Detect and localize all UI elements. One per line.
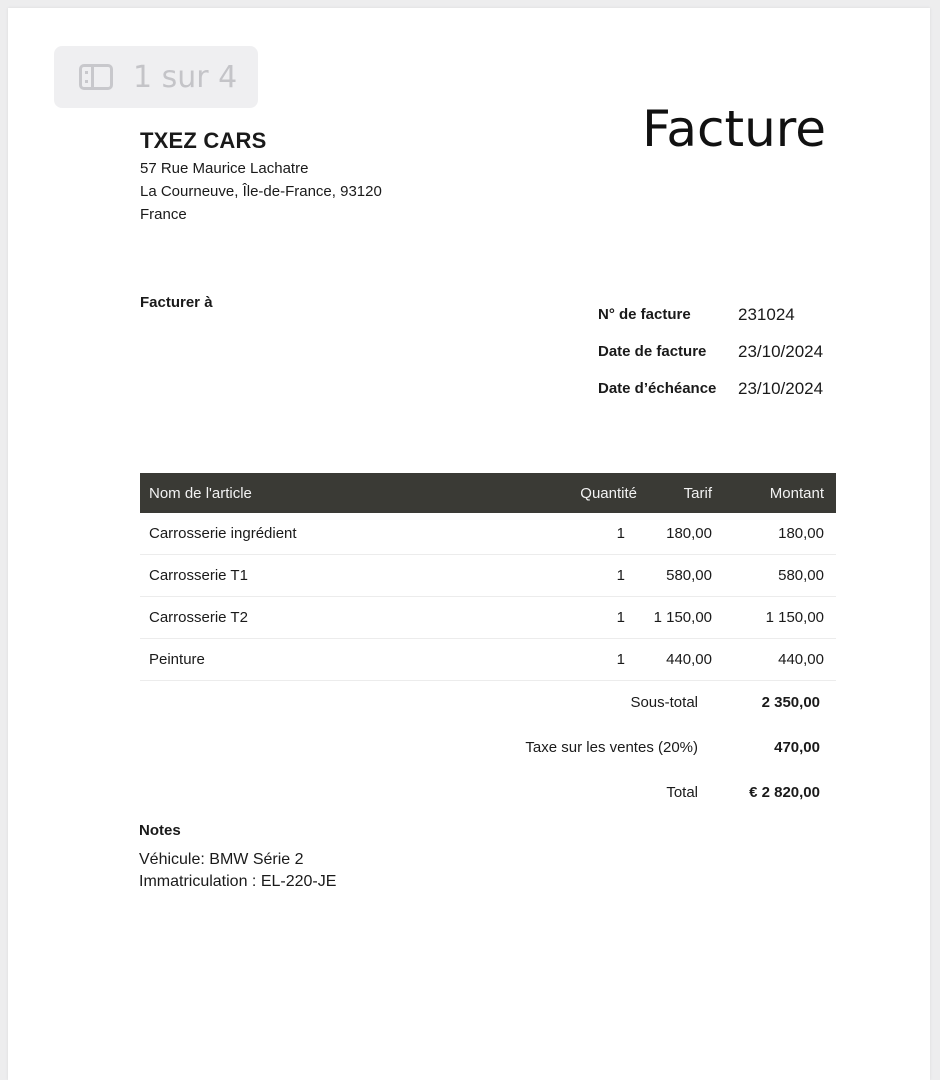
items-table bbox=[140, 473, 836, 681]
invoice-meta bbox=[598, 296, 823, 407]
invoice-page bbox=[8, 8, 930, 1080]
meta-label: Date de facture bbox=[598, 343, 707, 360]
notes-line: Véhicule: BMW Série 2 bbox=[139, 851, 304, 868]
meta-row-due-date bbox=[598, 370, 823, 407]
cell-amount: 440,00 bbox=[778, 651, 824, 668]
table-row bbox=[140, 597, 836, 639]
cell-rate: 580,00 bbox=[666, 567, 712, 584]
meta-value: 23/10/2024 bbox=[738, 378, 824, 398]
company-address-line: France bbox=[140, 206, 187, 223]
notes-title: Notes bbox=[139, 822, 181, 839]
cell-qty: 1 bbox=[616, 651, 625, 668]
company-address-line: 57 Rue Maurice Lachatre bbox=[140, 160, 309, 177]
subtotal-row bbox=[140, 680, 836, 725]
table-header bbox=[140, 473, 836, 513]
meta-value: 23/10/2024 bbox=[738, 341, 824, 361]
meta-row-invoice-number bbox=[598, 296, 823, 333]
page-indicator-text: 1 sur 4 bbox=[133, 59, 238, 95]
cell-qty: 1 bbox=[616, 609, 625, 626]
cell-rate: 1 150,00 bbox=[653, 609, 712, 626]
subtotal-value: 2 350,00 bbox=[761, 694, 820, 711]
subtotal-label: Sous-total bbox=[630, 694, 698, 711]
cell-qty: 1 bbox=[616, 525, 625, 542]
document-title: Facture bbox=[642, 100, 826, 158]
company-address-line: La Courneuve, Île-de-France, 93120 bbox=[140, 183, 382, 200]
company-block bbox=[140, 128, 382, 223]
table-row bbox=[140, 555, 836, 597]
total-value: € 2 820,00 bbox=[749, 784, 820, 801]
cell-name: Carrosserie ingrédient bbox=[149, 525, 297, 542]
notes-block bbox=[139, 822, 336, 891]
meta-label: N° de facture bbox=[598, 306, 691, 323]
header-name: Nom de l'article bbox=[149, 484, 252, 502]
table-row bbox=[140, 639, 836, 681]
cell-amount: 580,00 bbox=[778, 567, 824, 584]
tax-row bbox=[140, 725, 836, 770]
cell-qty: 1 bbox=[616, 567, 625, 584]
bill-to-label: Facturer à bbox=[140, 294, 213, 311]
meta-value: 231024 bbox=[738, 304, 795, 324]
company-name: TXEZ CARS bbox=[140, 128, 267, 153]
cell-name: Carrosserie T1 bbox=[149, 567, 248, 584]
sidebar-icon[interactable] bbox=[79, 64, 113, 90]
header-amount: Montant bbox=[769, 484, 824, 502]
totals-block bbox=[140, 680, 836, 815]
notes-line: Immatriculation : EL-220-JE bbox=[139, 873, 337, 890]
header-rate: Tarif bbox=[683, 484, 712, 502]
tax-value: 470,00 bbox=[774, 739, 820, 756]
cell-name: Carrosserie T2 bbox=[149, 609, 248, 626]
table-row bbox=[140, 513, 836, 555]
header-qty: Quantité bbox=[580, 484, 637, 502]
cell-name: Peinture bbox=[149, 651, 205, 668]
cell-rate: 180,00 bbox=[666, 525, 712, 542]
page-indicator[interactable] bbox=[54, 46, 258, 108]
total-label: Total bbox=[666, 784, 698, 801]
total-row bbox=[140, 770, 836, 815]
cell-rate: 440,00 bbox=[666, 651, 712, 668]
cell-amount: 1 150,00 bbox=[765, 609, 824, 626]
meta-row-invoice-date bbox=[598, 333, 823, 370]
cell-amount: 180,00 bbox=[778, 525, 824, 542]
tax-label: Taxe sur les ventes (20%) bbox=[525, 739, 698, 756]
meta-label: Date d’échéance bbox=[598, 380, 717, 397]
